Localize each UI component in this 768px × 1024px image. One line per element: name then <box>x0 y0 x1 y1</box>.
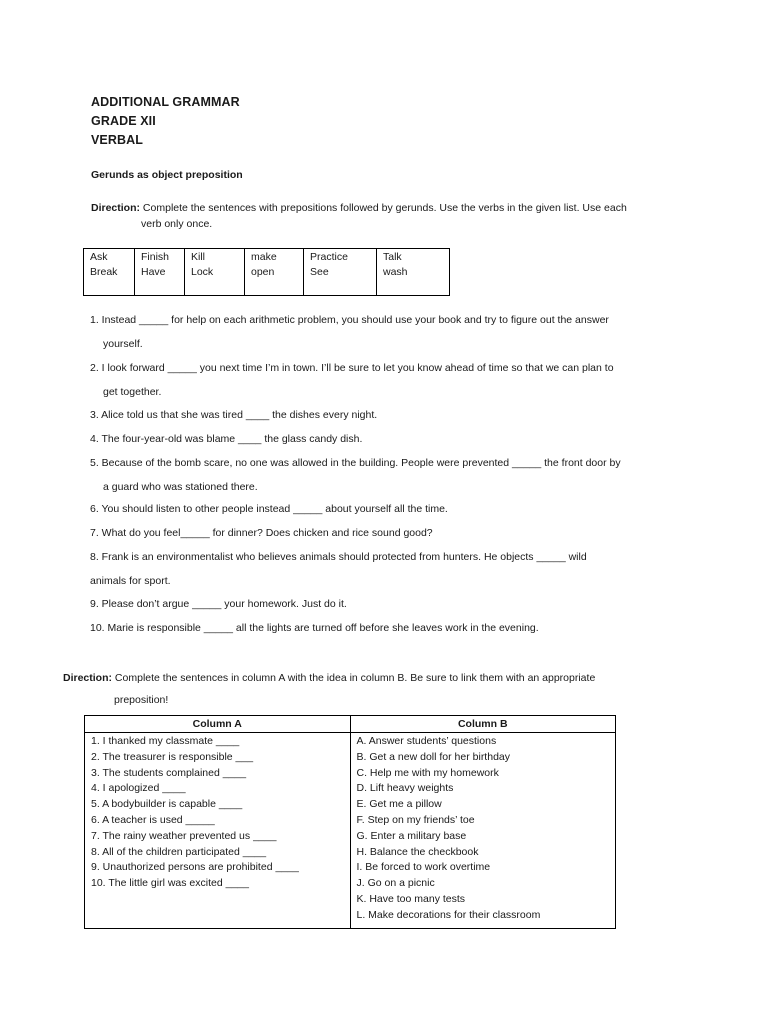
column-b-item: D. Lift heavy weights <box>356 782 454 795</box>
exercise-item-text-cont: animals for sport. <box>90 575 171 587</box>
header-grade: GRADE XII <box>91 114 156 128</box>
exercise-item-text-cont: get together. <box>103 386 162 398</box>
matching-table-body <box>85 733 616 929</box>
direction-label: Direction: <box>91 202 141 214</box>
exercise-item <box>90 356 690 404</box>
verb-word: Lock <box>191 266 214 278</box>
verb-cell <box>185 249 245 296</box>
exercise-item <box>90 427 690 451</box>
exercise-item-text: 4. The four-year-old was blame ____ the glass candy dish. <box>90 433 363 445</box>
exercise-item <box>90 521 690 545</box>
column-a-item: 3. The students complained ____ <box>91 766 247 779</box>
column-a-item: 5. A bodybuilder is capable ____ <box>91 798 243 811</box>
exercise-item-text: 8. Frank is an environmentalist who believes animals should protected from hunters. He objects _____ wild <box>90 551 587 563</box>
exercise-item <box>90 592 690 616</box>
exercise-item-text-cont: yourself. <box>103 338 143 350</box>
exercise-item-text: 9. Please don’t argue _____ your homework. Just do it. <box>90 598 347 610</box>
verb-word: make <box>251 251 277 263</box>
exercise-item-text: 5. Because of the bomb scare, no one was allowed in the building. People were prevented _____ the front door by <box>90 457 621 469</box>
column-a-item: 6. A teacher is used _____ <box>91 813 215 826</box>
verb-word: Have <box>141 266 166 278</box>
verb-word: Break <box>90 266 118 278</box>
verb-cell <box>304 249 377 296</box>
column-a-item: 7. The rainy weather prevented us ____ <box>91 829 277 842</box>
column-a-item: 1. I thanked my classmate ____ <box>91 735 240 747</box>
column-b-item: I. Be forced to work overtime <box>356 861 491 874</box>
verb-cell <box>84 249 135 296</box>
direction-text: Complete the sentences with prepositions followed by gerunds. Use the verbs in the given list. Use each <box>140 202 627 214</box>
column-b-item: J. Go on a picnic <box>356 877 435 890</box>
exercise-item <box>90 308 690 356</box>
column-a <box>85 733 351 929</box>
column-b-item: A. Answer students’ questions <box>356 735 497 747</box>
verb-word: Practice <box>310 251 348 263</box>
column-b-header: Column B <box>350 716 616 733</box>
exercise-item-text: 7. What do you feel_____ for dinner? Does chicken and rice sound good? <box>90 527 433 539</box>
column-b-item: H. Balance the checkbook <box>356 845 479 858</box>
exercise-item-text: 10. Marie is responsible _____ all the lights are turned off before she leaves work in the evening. <box>90 622 539 634</box>
direction-label: Direction: <box>63 672 113 684</box>
column-b <box>350 733 616 929</box>
header-topic: VERBAL <box>91 133 143 147</box>
verb-word: Ask <box>90 251 108 263</box>
exercise-item-text: 2. I look forward _____ you next time I’m in town. I’ll be sure to let you know ahead of time so that we can plan to <box>90 362 614 374</box>
matching-table-header <box>85 716 616 733</box>
exercise-item-text: 1. Instead _____ for help on each arithmetic problem, you should use your book and try to figure out the answer <box>90 314 609 326</box>
verb-word: Kill <box>191 251 206 263</box>
column-b-item: L. Make decorations for their classroom <box>356 908 541 921</box>
verb-cell <box>377 249 450 296</box>
direction-1 <box>91 200 691 232</box>
direction-2 <box>63 667 703 711</box>
column-b-item: B. Get a new doll for her birthday <box>356 750 510 763</box>
matching-table <box>84 715 616 929</box>
verb-list-row <box>84 249 450 296</box>
verb-list-table <box>83 248 450 296</box>
verb-cell <box>135 249 185 296</box>
column-a-item: 4. I apologized ____ <box>91 782 186 795</box>
verb-word: open <box>251 266 275 278</box>
column-a-item: 10. The little girl was excited ____ <box>91 877 249 890</box>
exercise-item-text: 6. You should listen to other people instead _____ about yourself all the time. <box>90 503 448 515</box>
column-a-header: Column A <box>85 716 351 733</box>
column-b-item: G. Enter a military base <box>356 829 467 842</box>
column-a-item: 2. The treasurer is responsible ___ <box>91 750 254 763</box>
exercise-item-text-cont: a guard who was stationed there. <box>103 481 258 493</box>
header-title: ADDITIONAL GRAMMAR <box>91 95 240 109</box>
exercise-item <box>90 403 690 427</box>
exercise-item-text: 3. Alice told us that she was tired ____ the dishes every night. <box>90 409 378 421</box>
column-b-item: F. Step on my friends’ toe <box>356 813 475 826</box>
column-a-item: 8. All of the children participated ____ <box>91 845 267 858</box>
direction-text: Complete the sentences in column A with the idea in column B. Be sure to link them with an appropriate <box>112 672 596 684</box>
section-title: Gerunds as object preposition <box>91 169 243 181</box>
column-b-item: C. Help me with my homework <box>356 766 499 779</box>
verb-word: Talk <box>383 251 402 263</box>
column-a-item: 9. Unauthorized persons are prohibited ____ <box>91 861 299 874</box>
column-b-item: E. Get me a pillow <box>356 798 442 811</box>
direction-text-cont: verb only once. <box>141 218 213 230</box>
exercise-item <box>90 451 690 499</box>
direction-text-cont: preposition! <box>114 694 169 706</box>
exercise-item <box>90 545 690 593</box>
verb-word: Finish <box>141 251 170 263</box>
verb-word: wash <box>383 266 408 278</box>
verb-cell <box>245 249 304 296</box>
verb-word: See <box>310 266 329 278</box>
exercise-item <box>90 497 690 521</box>
column-b-item: K. Have too many tests <box>356 892 466 905</box>
exercise-item <box>90 616 690 640</box>
